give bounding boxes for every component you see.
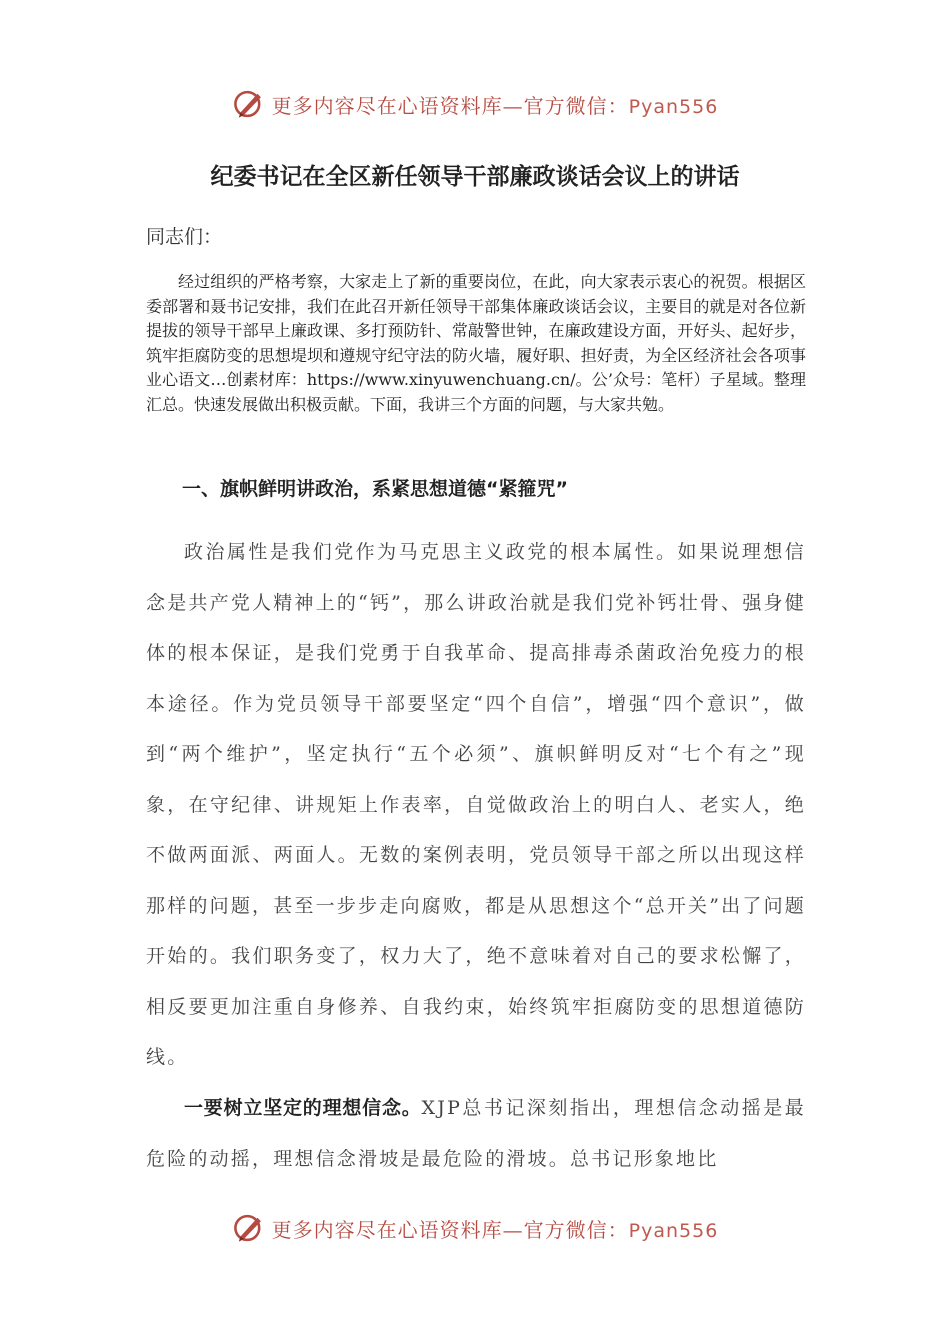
salutation: 同志们： (146, 226, 223, 248)
header-banner (0, 84, 950, 124)
body-paragraph-1: 政治属性是我们党作为马克思主义政党的根本属性。如果说理想信念是共产党人精神上的“钙”，那么讲政治就是我们党补钙壮骨、强身健体的根本保证，是我们党勇于自我革命、提高排毒杀菌政治免疫力的根本途径。作为党员领导干部要坚定“四个自信”，增强“四个意识”，做到“两个维护”，坚定执行“五个必须”、旗帜鲜明反对“七个有之”现象，在守纪律、讲规矩上作表率，自觉做政治上的明白人、老实人，绝不做两面派、两面人。无数的案例表明，党员领导干部之所以出现这样那样的问题，甚至一步步走向腐败，都是从思想这个“总开关”出了问题开始的。我们职务变了，权力大了，绝不意味着对自己的要求松懈了，相反要更加注重自身修养、自我约束，始终筑牢拒腐防变的思想道德防线。 (146, 541, 806, 1068)
footer-banner (0, 1208, 950, 1248)
banner-text: 更多内容尽在心语资料库—官方微信：Pyan556 (271, 1217, 719, 1242)
body-paragraph-2 (146, 1083, 806, 1184)
paragraph-lead: 一要树立坚定的理想信念。 (184, 1097, 422, 1119)
banner-text: 更多内容尽在心语资料库—官方微信：Pyan556 (271, 93, 719, 118)
document-title: 纪委书记在全区新任领导干部廉政谈话会议上的讲话 (210, 164, 740, 190)
paragraph-body: XJP总书记深刻指出，理想信念动摇是最危险的动摇，理想信念滑坡是最危险的滑坡。总书记形象地比 (146, 1097, 806, 1170)
banner-handle: Pyan556 (628, 1219, 719, 1242)
pen-logo-icon (232, 87, 266, 121)
section-heading-1: 一、旗帜鲜明讲政治，系紧思想道德“紧箍咒” (182, 478, 568, 500)
intro-paragraph: 经过组织的严格考察，大家走上了新的重要岗位，在此，向大家表示衷心的祝贺。根据区委部署和聂书记安排，我们在此召开新任领导干部集体廉政谈话会议，主要目的就是对各位新提拔的领导干部早上廉政课、多打预防针、常敲警世钟，在廉政建设方面，开好头、起好步，筑牢拒腐防变的思想堤坝和遵规守纪守法的防火墙，履好职、担好责，为全区经济社会各项事业心语文…创素材库：https://www.xinyuwenchuang.cn/。公’众号：笔杆）子星域。整理汇总。快速发展做出积极贡献。下面，我讲三个方面的问题，与大家共勉。 (146, 272, 806, 414)
pen-logo-icon (232, 1211, 266, 1245)
banner-handle: Pyan556 (628, 95, 719, 118)
